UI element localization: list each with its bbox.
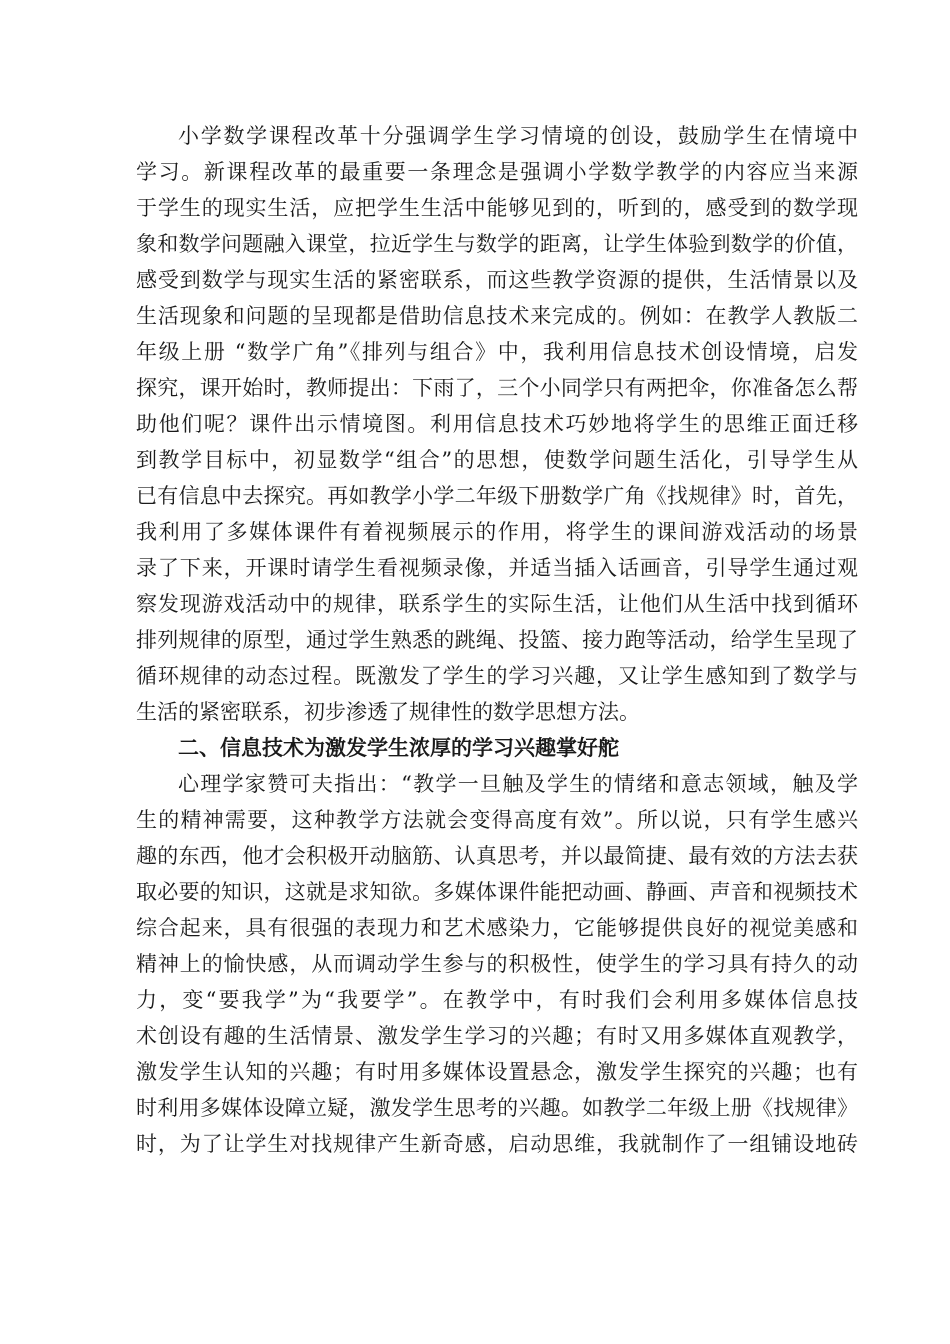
paragraph-line: 感受到数学与现实生活的紧密联系，而这些教学资源的提供，生活情景以及 bbox=[136, 268, 858, 292]
paragraph-line: 学习。新课程改革的最重要一条理念是强调小学数学教学的内容应当来源 bbox=[136, 160, 858, 184]
paragraph-line: 小学数学课程改革十分强调学生学习情境的创设，鼓励学生在情境中 bbox=[178, 124, 858, 148]
paragraph-line: 象和数学问题融入课堂，拉近学生与数学的距离，让学生体验到数学的价值， bbox=[136, 232, 858, 256]
paragraph-line: 时利用多媒体设障立疑，激发学生思考的兴趣。如教学二年级上册《找规律》 bbox=[136, 1096, 858, 1120]
paragraph-line: 循环规律的动态过程。既激发了学生的学习兴趣，又让学生感知到了数学与 bbox=[136, 664, 858, 688]
paragraph-line: 我利用了多媒体课件有着视频展示的作用，将学生的课间游戏活动的场景 bbox=[136, 520, 858, 544]
paragraph-line: 于学生的现实生活，应把学生生活中能够见到的，听到的，感受到的数学现 bbox=[136, 196, 858, 220]
paragraph-line: 生的精神需要，这种教学方法就会变得高度有效”。所以说，只有学生感兴 bbox=[136, 808, 858, 832]
paragraph-line: 术创设有趣的生活情景、激发学生学习的兴趣；有时又用多媒体直观教学， bbox=[136, 1024, 858, 1048]
paragraph-line: 取必要的知识，这就是求知欲。多媒体课件能把动画、静画、声音和视频技术 bbox=[136, 880, 858, 904]
paragraph-line: 助他们呢？课件出示情境图。利用信息技术巧妙地将学生的思维正面迁移 bbox=[136, 412, 858, 436]
paragraph-line: 到教学目标中，初显数学“组合”的思想，使数学问题生活化，引导学生从 bbox=[136, 448, 858, 472]
paragraph-line: 排列规律的原型，通过学生熟悉的跳绳、投篮、接力跑等活动，给学生呈现了 bbox=[136, 628, 858, 652]
paragraph-line: 录了下来，开课时请学生看视频录像，并适当插入话画音，引导学生通过观 bbox=[136, 556, 858, 580]
paragraph-line: 察发现游戏活动中的规律，联系学生的实际生活，让他们从生活中找到循环 bbox=[136, 592, 858, 616]
paragraph-line: 心理学家赞可夫指出：“教学一旦触及学生的情绪和意志领域，触及学 bbox=[178, 772, 858, 796]
paragraph-line: 精神上的愉快感，从而调动学生参与的积极性，使学生的学习具有持久的动 bbox=[136, 952, 858, 976]
paragraph-line: 时，为了让学生对找规律产生新奇感，启动思维，我就制作了一组铺设地砖 bbox=[136, 1132, 858, 1156]
paragraph-line: 生活现象和问题的呈现都是借助信息技术来完成的。例如：在教学人教版二 bbox=[136, 304, 858, 328]
paragraph-line: 趣的东西，他才会积极开动脑筋、认真思考，并以最简捷、最有效的方法去获 bbox=[136, 844, 858, 868]
paragraph-line: 综合起来，具有很强的表现力和艺术感染力，它能够提供良好的视觉美感和 bbox=[136, 916, 858, 940]
paragraph-line: 探究，课开始时，教师提出：下雨了，三个小同学只有两把伞，你准备怎么帮 bbox=[136, 376, 858, 400]
paragraph-line: 年级上册 “数学广角”《排列与组合》中，我利用信息技术创设情境，启发 bbox=[136, 340, 858, 364]
paragraph-line: 已有信息中去探究。再如教学小学二年级下册数学广角《找规律》时，首先， bbox=[136, 484, 858, 508]
paragraph-line: 力，变“要我学”为“我要学”。在教学中，有时我们会利用多媒体信息技 bbox=[136, 988, 858, 1012]
paragraph-line: 激发学生认知的兴趣；有时用多媒体设置悬念，激发学生探究的兴趣；也有 bbox=[136, 1060, 858, 1084]
section-heading: 二、信息技术为激发学生浓厚的学习兴趣掌好舵 bbox=[178, 735, 619, 760]
paragraph-line: 生活的紧密联系，初步渗透了规律性的数学思想方法。 bbox=[136, 700, 640, 724]
